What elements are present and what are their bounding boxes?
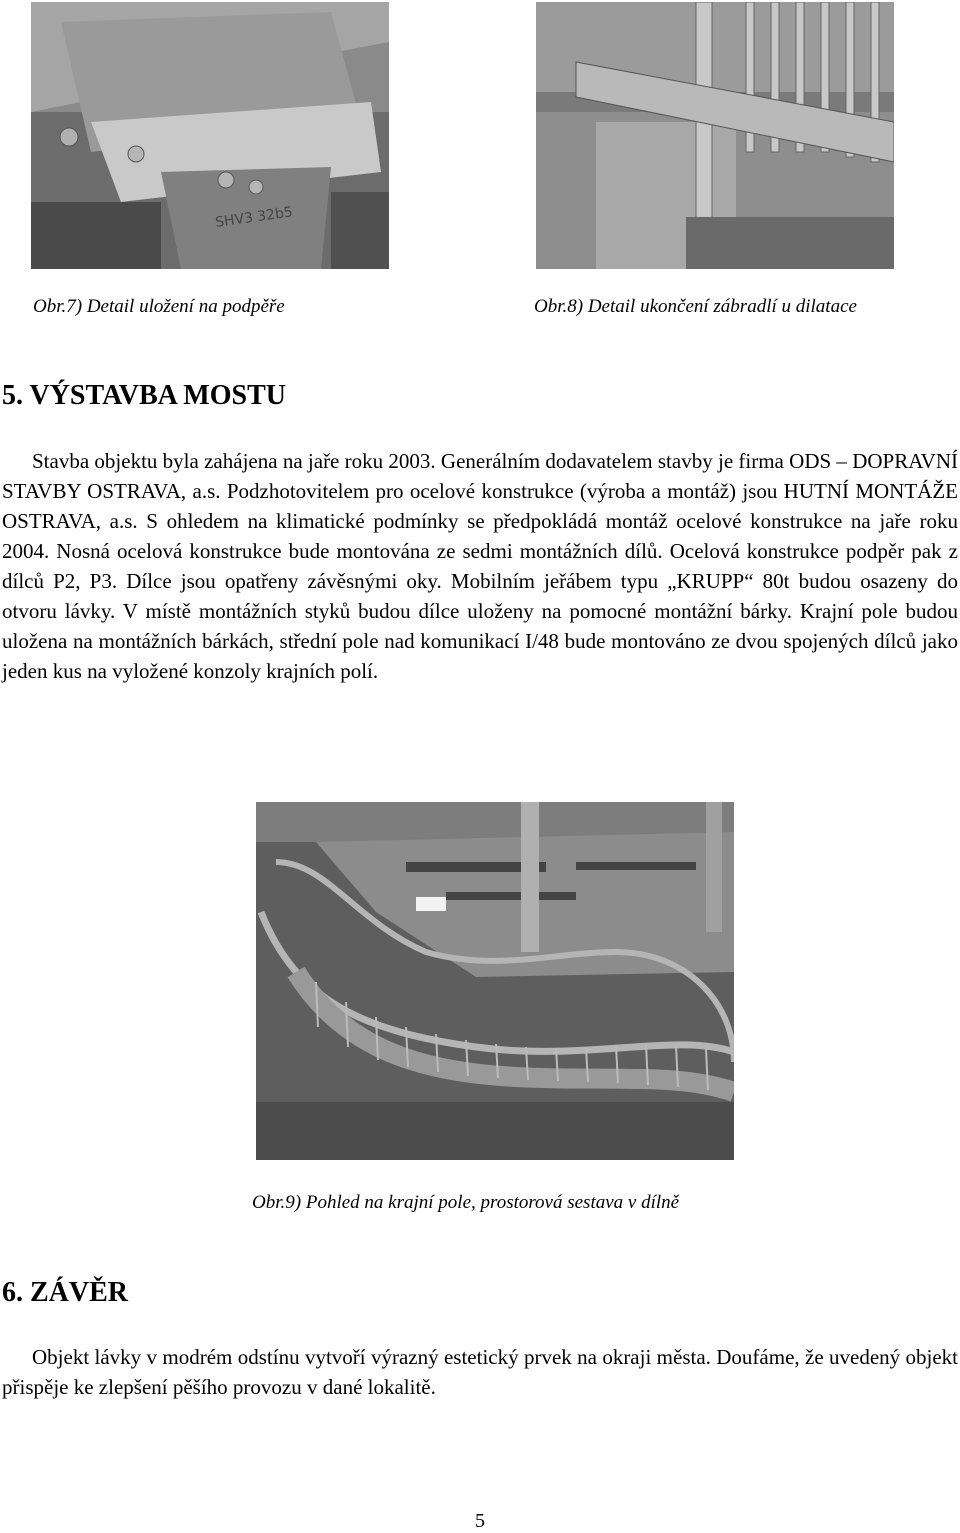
photo-support-detail <box>31 2 389 269</box>
figure-caption-obr8: Obr.8) Detail ukončení zábradlí u dilatace <box>534 296 857 317</box>
section-paragraph-vystavba <box>2 446 958 686</box>
figure-caption-obr9: Obr.9) Pohled na krajní pole, prostorová sestava v dílně <box>252 1192 680 1213</box>
figure-caption-obr7: Obr.7) Detail uložení na podpěře <box>33 296 285 317</box>
page-number: 5 <box>475 1510 485 1532</box>
section-heading-vystavba: 5. VÝSTAVBA MOSTU <box>2 380 286 411</box>
section-paragraph-zaver <box>2 1342 958 1402</box>
paragraph-text: Stavba objektu byla zahájena na jaře roku 2003. Generálním dodavatelem stavby je firma ODS – DOPRAVNÍ STAVBY OSTRAVA, a.s. Podzhotovitelem pro ocelové konstrukce (výroba a montáž) jsou HUTNÍ MONTÁŽE OSTRAVA, a.s. S ohledem na klimatické podmínky se předpokládá montáž ocelové konstrukce na jaře roku 2004. Nosná ocelová konstrukce bude montována ze sedmi montážních dílů. Ocelová konstrukce podpěr pak z dílců P2, P3. Dílce jsou opatřeny závěsnými oky. Mobilním jeřábem typu „KRUPP“ 80t budou osazeny do otvoru lávky. V místě montážních styků budou dílce uloženy na pomocné montážní bárky. Krajní pole budou uložena na montážních bárkách, střední pole nad komunikací I/48 bude montováno ze dvou spojených dílců jako jeden kus na vyložené konzoly krajních polí. <box>2 449 958 683</box>
photo-marking: SHV3 32b5 <box>214 204 294 231</box>
photo-workshop-assembly <box>256 802 734 1160</box>
section-heading-zaver: 6. ZÁVĚR <box>2 1277 129 1308</box>
paragraph-text: Objekt lávky v modrém odstínu vytvoří výrazný estetický prvek na okraji města. Doufáme, že uvedený objekt přispěje ke zlepšení pěšího provozu v dané lokalitě. <box>2 1345 958 1399</box>
photo-railing-detail <box>536 2 894 269</box>
